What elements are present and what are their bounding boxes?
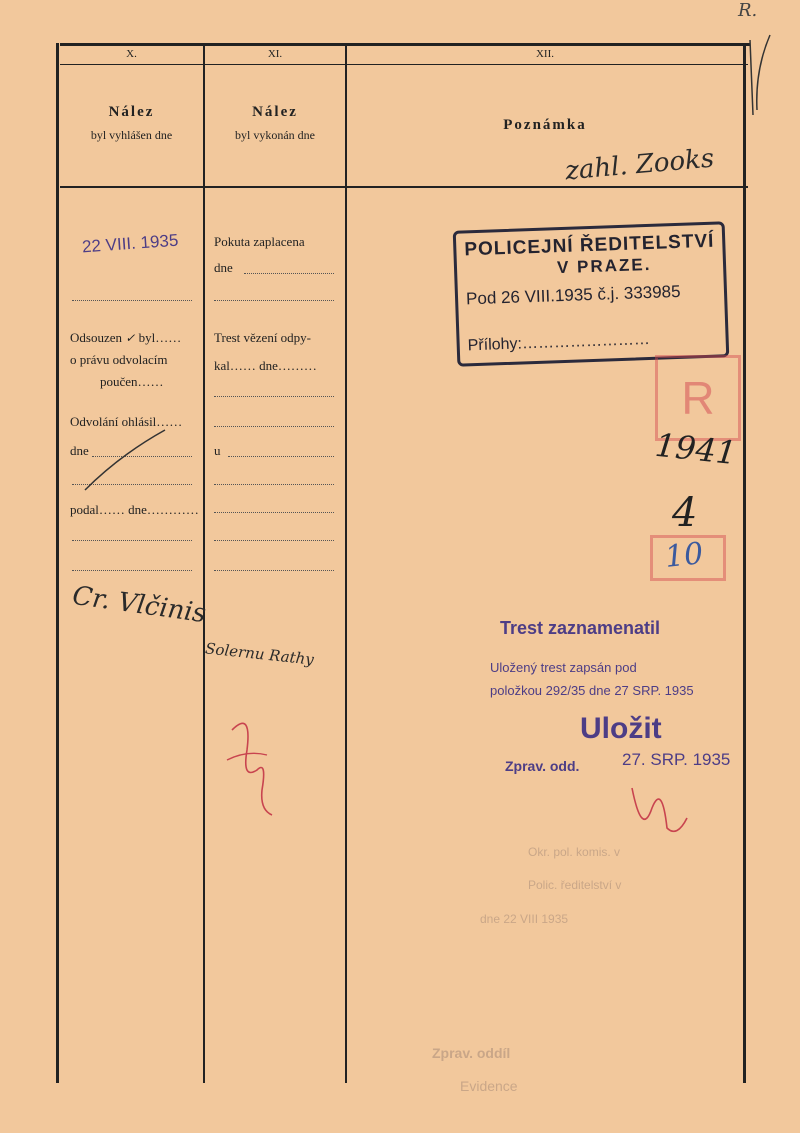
col-divider-2: [345, 43, 347, 1083]
hand-number-2: 4: [672, 490, 698, 536]
dotted-line: [72, 570, 192, 571]
pokuta-dne-label: dne: [214, 260, 233, 275]
col-xi-title: Nález: [252, 104, 298, 120]
odsouzen-label: Odsouzen ✓ byl……: [70, 330, 182, 345]
hand-number-3: 10: [663, 536, 705, 575]
ghost-line-4: Zprav. oddíl: [432, 1045, 511, 1061]
col-xii-roman: XII.: [535, 48, 555, 60]
roman-row-divider: [60, 64, 748, 65]
dotted-line: [72, 300, 192, 301]
ghost-line-2: Polic. ředitelství v: [528, 878, 622, 892]
dotted-line: [214, 570, 334, 571]
kal-label: kal…… dne………: [214, 358, 317, 373]
dotted-line: [228, 456, 334, 457]
left-border: [56, 43, 59, 1083]
stamp-line3: Pod 26 VIII.1935 č.j. 333985: [465, 281, 681, 309]
dotted-line: [214, 540, 334, 541]
pokuta-label: Pokuta zaplacena: [214, 234, 305, 249]
dotted-line: [214, 484, 334, 485]
margin-mark: [745, 30, 785, 120]
o-pravu-label: o právu odvolacím: [70, 352, 168, 367]
polozkou: položkou 292/35 dne 27 SRP. 1935: [490, 683, 694, 698]
handwritten-top: zahl. Zooks: [563, 143, 716, 187]
red-signature-xii: [622, 778, 692, 848]
trest-zaznamenatil: Trest zaznamenatil: [500, 618, 661, 638]
signature-x: Cr. Vlčinis: [70, 580, 208, 630]
dotted-line: [214, 426, 334, 427]
right-border: [743, 43, 746, 1083]
stamp-line2: V PRAZE.: [556, 254, 652, 278]
stamp-line4: Přílohy:……………………: [467, 330, 651, 355]
ulozit-stamp: Uložit: [580, 712, 662, 745]
ghost-line-3: dne 22 VIII 1935: [480, 912, 569, 926]
dotted-line: [214, 512, 334, 513]
dotted-line: [214, 396, 334, 397]
dotted-line: [214, 300, 334, 301]
stamp-line1: POLICEJNÍ ŘEDITELSTVÍ: [464, 230, 715, 261]
u-label: u: [214, 443, 221, 458]
signature-xi: Solernu Rathy: [204, 639, 315, 669]
police-stamp: [453, 221, 730, 366]
dotted-line: [72, 540, 192, 541]
ghost-line-5: Evidence: [460, 1078, 518, 1094]
ulozit-date: 27. SRP. 1935: [622, 750, 731, 769]
col-divider-1: [203, 43, 205, 1083]
corner-mark: R.: [738, 0, 758, 21]
poucen-label: poučen……: [100, 374, 164, 389]
col-xii-title: Poznámka: [503, 117, 587, 133]
col-x-title: Nález: [108, 104, 155, 120]
col-xi-subtitle: byl vykonán dne: [235, 128, 315, 142]
ghost-line-1: Okr. pol. komis. v: [528, 845, 621, 859]
col-x-roman: X.: [126, 48, 137, 60]
header-bottom-border: [60, 186, 748, 188]
ulozeny-trest: Uložený trest zapsán pod: [490, 660, 637, 675]
table-top-border: [60, 43, 750, 46]
strike-mark: [80, 425, 170, 495]
dotted-line: [244, 273, 334, 274]
odvolani-dne-label: dne: [70, 443, 89, 458]
podal-label: podal…… dne…………: [70, 502, 199, 517]
date-stamp-x: 22 VIII. 1935: [81, 230, 179, 257]
hand-number-1: 1941: [653, 425, 739, 473]
red-signature-xi: [222, 710, 282, 820]
odvolani-label: Odvolání ohlásil……: [70, 414, 183, 429]
red-r-stamp: R: [655, 355, 741, 441]
trest-label: Trest vězení odpy-: [214, 330, 312, 345]
col-x-subtitle: byl vyhlášen dne: [90, 128, 173, 142]
col-xi-roman: XI.: [267, 48, 283, 60]
zprav-odd: Zprav. odd.: [505, 758, 580, 774]
